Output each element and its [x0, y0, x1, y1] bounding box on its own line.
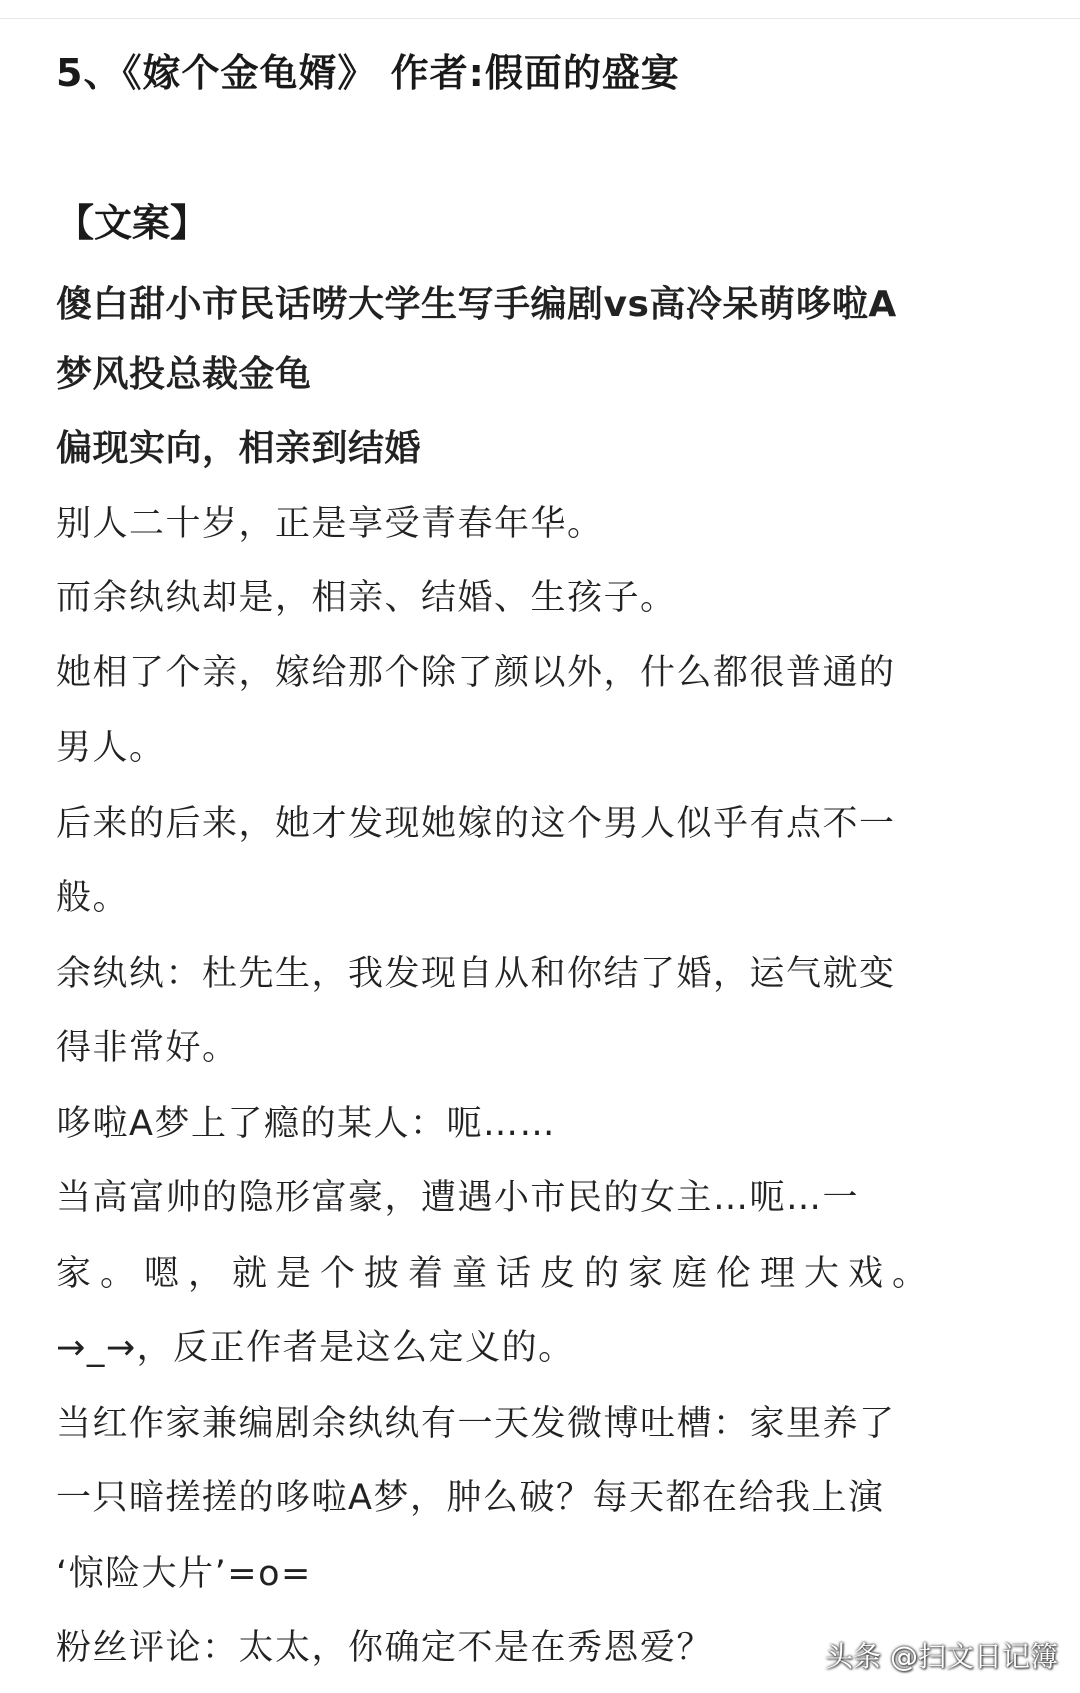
synopsis-line: 余纨纨：杜先生，我发现自从和你结了婚，运气就变	[56, 954, 896, 994]
synopsis-line: 当红作家兼编剧余纨纨有一天发微博吐槽：家里养了	[56, 1404, 896, 1444]
synopsis-line: 别人二十岁，正是享受青春年华。	[56, 504, 604, 544]
synopsis-line: 梦风投总裁金龟	[56, 354, 312, 395]
synopsis-line: 一只暗搓搓的哆啦A梦，肿么破？每天都在给我上演	[56, 1478, 885, 1518]
synopsis-line: 而余纨纨却是，相亲、结婚、生孩子。	[56, 578, 677, 618]
synopsis-line: 当高富帅的隐形富豪，遭遇小市民的女主…呃…一	[56, 1178, 860, 1218]
synopsis-line: 后来的后来，她才发现她嫁的这个男人似乎有点不一	[56, 804, 896, 844]
top-divider	[0, 0, 1080, 19]
synopsis-line: 她相了个亲，嫁给那个除了颜以外，什么都很普通的	[56, 653, 896, 693]
book-title: 5、《嫁个金龟婿》 作者:假面的盛宴	[56, 51, 680, 95]
synopsis-line: 得非常好。	[56, 1028, 239, 1068]
synopsis-line: 般。	[56, 878, 130, 918]
synopsis-line: ‘惊险大片’=o=	[56, 1554, 312, 1594]
synopsis-heading: 【文案】	[56, 201, 209, 245]
synopsis-line: 粉丝评论：太太，你确定不是在秀恩爱？	[56, 1628, 714, 1668]
synopsis-line: 家。嗯，就是个披着童话皮的家庭伦理大戏。	[56, 1254, 937, 1294]
synopsis-line: 傻白甜小市民话唠大学生写手编剧vs高冷呆萌哆啦A	[56, 284, 897, 325]
synopsis-line: 男人。	[56, 728, 166, 768]
synopsis-line: 偏现实向，相亲到结婚	[56, 428, 422, 469]
toutiao-watermark: 头条 @扫文日记簿	[825, 1640, 1058, 1673]
synopsis-line: →_→，反正作者是这么定义的。	[56, 1328, 575, 1368]
synopsis-line: 哆啦A梦上了瘾的某人：呃……	[56, 1104, 556, 1144]
